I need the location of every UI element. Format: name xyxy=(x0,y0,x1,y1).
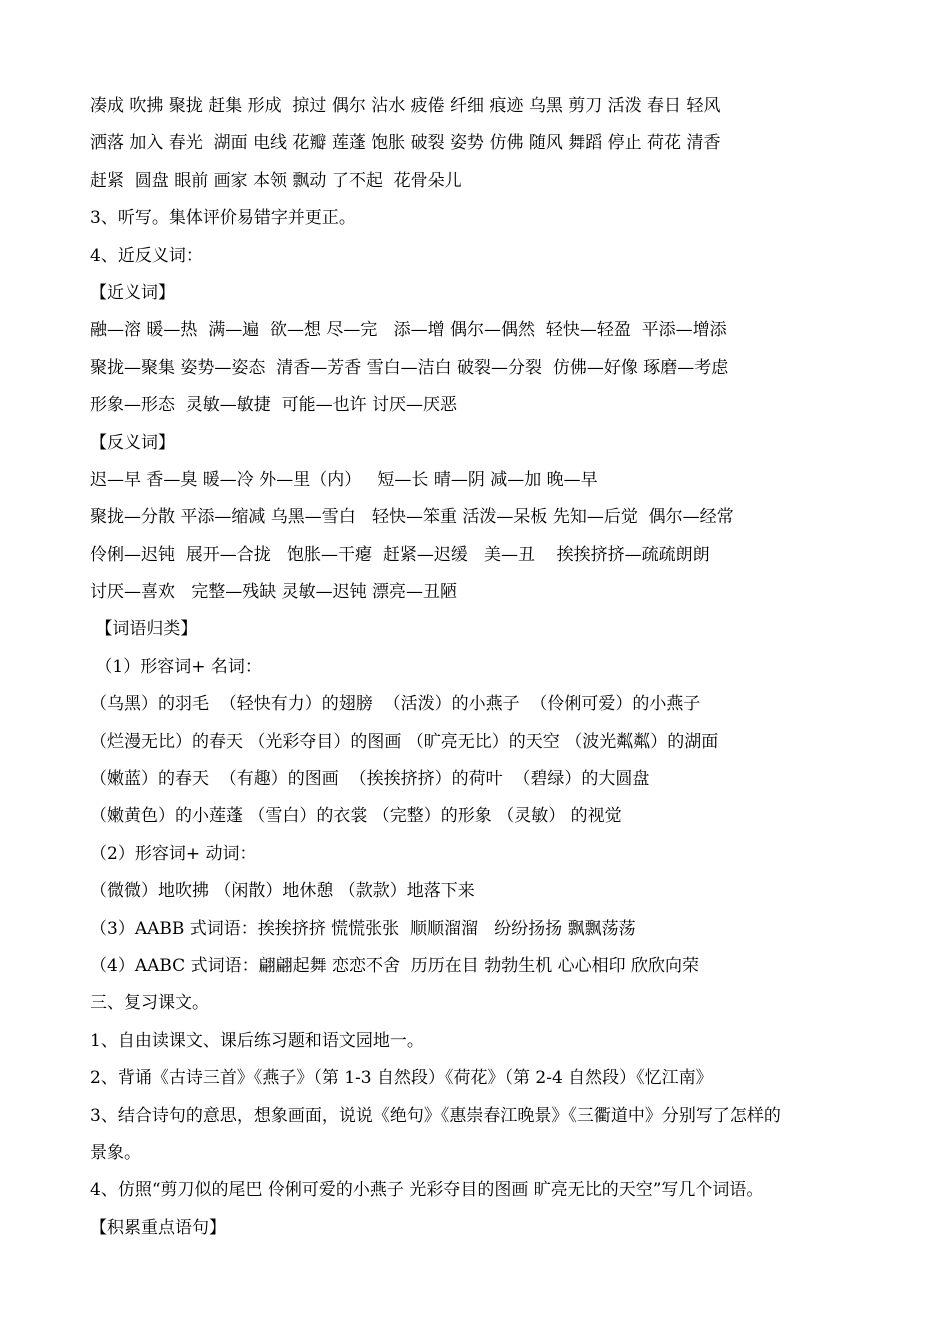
text-line: 洒落 加入 春光 湖面 电线 花瓣 莲蓬 饱胀 破裂 姿势 仿佛 随风 舞蹈 停止 荷花 清香 xyxy=(90,133,721,154)
text-line: 伶俐—迟钝 展开—合拢 饱胀—干瘪 赶紧—迟缓 美—丑 挨挨挤挤—疏疏朗朗 xyxy=(90,544,710,565)
section-heading-synonyms: 【近义词】 xyxy=(90,282,175,303)
text-line: 凑成 吹拂 聚拢 赶集 形成 掠过 偶尔 沾水 疲倦 纤细 痕迹 乌黑 剪刀 活泼 春日 轻风 xyxy=(90,96,721,116)
section-heading-key-sentences: 【积累重点语句】 xyxy=(90,1217,226,1238)
text-line: （嫩蓝）的春天 （有趣）的图画 （挨挨挤挤）的荷叶 （碧绿）的大圆盘 xyxy=(90,769,650,790)
text-line: 聚拢—聚集 姿势—姿态 清香—芳香 雪白—洁白 破裂—分裂 仿佛—好像 琢磨—考虑 xyxy=(90,357,729,378)
text-line: 迟—早 香—臭 暖—冷 外—里（内） 短—长 晴—阴 减—加 晚—早 xyxy=(90,469,598,490)
text-line: 形象—形态 灵敏—敏捷 可能—也许 讨厌—厌恶 xyxy=(90,395,458,416)
text-line: （3）AABB 式词语：挨挨挤挤 慌慌张张 顺顺溜溜 纷纷扬扬 飘飘荡荡 xyxy=(90,918,636,939)
text-line: 4、仿照“剪刀似的尾巴 伶俐可爱的小燕子 光彩夺目的图画 旷亮无比的天空”写几个词语。 xyxy=(90,1180,764,1201)
text-line: 3、听写。集体评价易错字并更正。 xyxy=(90,208,356,229)
text-line: （烂漫无比）的春天 （光彩夺目）的图画 （旷亮无比）的天空 （波光粼粼）的湖面 xyxy=(90,731,719,752)
text-line: 1、自由读课文、课后练习题和语文园地一。 xyxy=(90,1030,424,1051)
text-line: （乌黑）的羽毛 （轻快有力）的翅膀 （活泼）的小燕子 （伶俐可爱）的小燕子 xyxy=(90,694,701,715)
text-line: 3、结合诗句的意思，想象画面，说说《绝句》《惠崇春江晚景》《三衢道中》分别写了怎样的 xyxy=(90,1105,781,1126)
section-heading-review-texts: 三、复习课文。 xyxy=(90,993,209,1014)
document-body xyxy=(90,88,880,1247)
text-line: 景象。 xyxy=(90,1142,141,1163)
text-line: （4）AABC 式词语：翩翩起舞 恋恋不舍 历历在目 勃勃生机 心心相印 欣欣向荣 xyxy=(90,955,700,976)
text-line: （2）形容词+ 动词： xyxy=(90,843,257,864)
text-line: 4、近反义词： xyxy=(90,245,203,266)
text-line: 融—溶 暖—热 满—遍 欲—想 尽—完 添—增 偶尔—偶然 轻快—轻盈 平添—增添 xyxy=(90,320,727,341)
section-heading-word-classification: 【词语归类】 xyxy=(90,619,198,640)
text-line: 讨厌—喜欢 完整—残缺 灵敏—迟钝 漂亮—丑陋 xyxy=(90,582,458,603)
text-line: 聚拢—分散 平添—缩减 乌黑—雪白 轻快—笨重 活泼—呆板 先知—后觉 偶尔—经常 xyxy=(90,507,734,528)
text-line: （微微）地吹拂 （闲散）地休憩 （款款）地落下来 xyxy=(90,881,475,902)
text-line: 2、背诵《古诗三首》《燕子》（第 1-3 自然段）《荷花》（第 2-4 自然段）《忆江南》 xyxy=(90,1068,713,1089)
text-line: （1）形容词+ 名词： xyxy=(90,656,262,677)
section-heading-antonyms: 【反义词】 xyxy=(90,432,175,453)
text-line: （嫩黄色）的小莲蓬 （雪白）的衣裳 （完整）的形象 （灵敏） 的视觉 xyxy=(90,806,622,827)
text-line: 赶紧 圆盘 眼前 画家 本领 飘动 了不起 花骨朵儿 xyxy=(90,170,462,191)
